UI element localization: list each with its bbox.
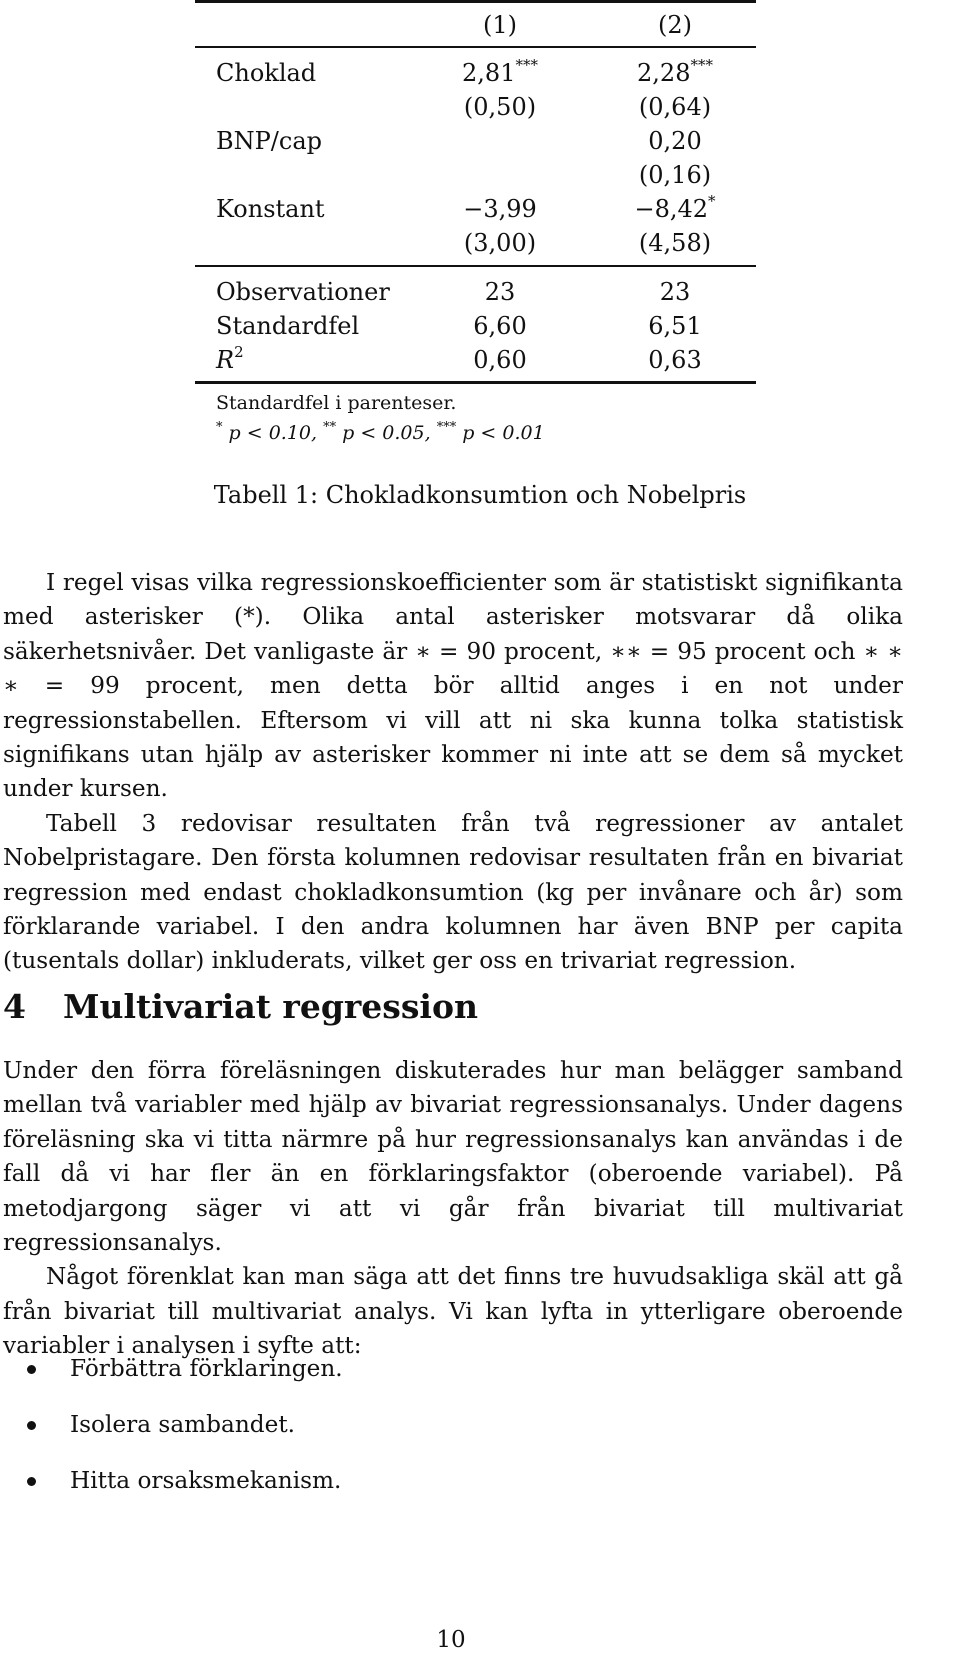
table-stats-row xyxy=(195,309,756,343)
list-item-text: Isolera sambandet. xyxy=(70,1411,296,1438)
paragraph-1 xyxy=(3,566,903,979)
table-header-rule xyxy=(195,46,756,48)
section-number: 4 xyxy=(3,987,26,1026)
stat-label: Observationer xyxy=(216,278,390,306)
cell-col-2: 0,20 xyxy=(648,127,702,155)
paragraph-text: I regel visas vilka regressionskoefficienter som är statistiskt signifikanta med asterisker (*). Olika antal asterisker motsvarar då olika säkerhetsnivåer. Det vanligaste är ∗ = 90 procent, ∗∗ = 95 procent och ∗ ∗ ∗ = 99 procent, men detta bör alltid anges i en not under regressionstabellen. Eftersom vi vill att ni ska kunna tolka statistisk signifikans utan hjälp av asterisker kommer ni inte att se dem så mycket under kursen. xyxy=(3,569,903,803)
stat-col-2: 6,51 xyxy=(648,312,702,340)
cell-col-1: 2,81*** xyxy=(462,56,538,87)
list-item-text: Förbättra förklaringen. xyxy=(70,1355,343,1382)
stat-col-1: 0,60 xyxy=(473,346,527,374)
list-item xyxy=(3,1352,903,1408)
paragraph-text: Något förenklat kan man säga att det finns tre huvudsakliga skäl att gå från bivariat till multivariat analys. Vi kan lyfta in ytterligare oberoende variabler i analysen i syfte att: xyxy=(3,1263,903,1360)
cell-col-2: (0,64) xyxy=(638,93,712,121)
table-note-stderr: Standardfel i parenteser. xyxy=(216,392,457,414)
table-top-rule xyxy=(195,0,756,3)
table-bottom-rule xyxy=(195,381,756,384)
paragraph-text: Under den förra föreläsningen diskuterades hur man belägger samband mellan två variabler med hjälp av bivariat regressionsanalys. Under dagens föreläsning ska vi titta närmre på hur regressionsanalys kan användas i de fall då vi har fler än en förklaringsfaktor (oberoende variabel). På metodjargong säger vi att vi går från bivariat till multivariat regressionsanalys. xyxy=(3,1057,903,1257)
cell-col-2: −8,42* xyxy=(634,192,716,223)
table-stats-row xyxy=(195,275,756,309)
stat-col-1: 6,60 xyxy=(473,312,527,340)
cell-col-2: (4,58) xyxy=(638,229,712,257)
bullet-icon xyxy=(27,1421,36,1430)
table-header-row xyxy=(195,8,756,42)
table-row xyxy=(195,192,756,226)
bullet-icon xyxy=(27,1365,36,1374)
table-stats-row xyxy=(195,343,756,377)
header-col-1: (1) xyxy=(483,11,517,39)
bullet-icon xyxy=(27,1477,36,1486)
cell-col-2: 2,28*** xyxy=(637,56,713,87)
cell-col-2: (0,16) xyxy=(638,161,712,189)
paragraph-text: Tabell 3 redovisar resultaten från två regressioner av antalet Nobelpristagare. Den första kolumnen redovisar resultaten från en bivariat regression med endast chokladkonsumtion (kg per invånare och år) som förklarande variabel. I den andra kolumnen har även BNP per capita (tusentals dollar) inkluderats, vilket ger oss en trivariat regression. xyxy=(3,809,903,975)
table-row xyxy=(195,56,756,90)
table-row xyxy=(195,90,756,124)
table-row xyxy=(195,124,756,158)
cell-col-1: (3,00) xyxy=(463,229,537,257)
table-caption: Tabell 1: Chokladkonsumtion och Nobelpris xyxy=(213,481,747,509)
page-number: 10 xyxy=(436,1627,466,1653)
list-item xyxy=(3,1464,903,1520)
cell-col-1: (0,50) xyxy=(463,93,537,121)
stat-label: $R^2$ xyxy=(216,343,244,374)
stat-col-2: 23 xyxy=(659,278,691,306)
list-item xyxy=(3,1408,903,1464)
cell-col-1: −3,99 xyxy=(463,195,537,223)
table-stats-rule xyxy=(195,265,756,267)
stat-col-2: 0,63 xyxy=(648,346,702,374)
row-label: Choklad xyxy=(216,59,317,87)
section-body xyxy=(3,1054,903,1364)
list-item-text: Hitta orsaksmekanism. xyxy=(70,1467,342,1494)
table-row xyxy=(195,158,756,192)
header-col-2: (2) xyxy=(658,11,692,39)
stat-label: Standardfel xyxy=(216,312,360,340)
bullet-list xyxy=(3,1352,903,1520)
row-label: Konstant xyxy=(216,195,325,223)
section-heading xyxy=(3,985,478,1029)
row-label: BNP/cap xyxy=(216,127,322,155)
stat-col-1: 23 xyxy=(484,278,516,306)
section-title: Multivariat regression xyxy=(63,987,478,1026)
table-row xyxy=(195,226,756,260)
table-note-significance: * p < 0.10, ** p < 0.05, *** p < 0.01 xyxy=(216,420,545,444)
